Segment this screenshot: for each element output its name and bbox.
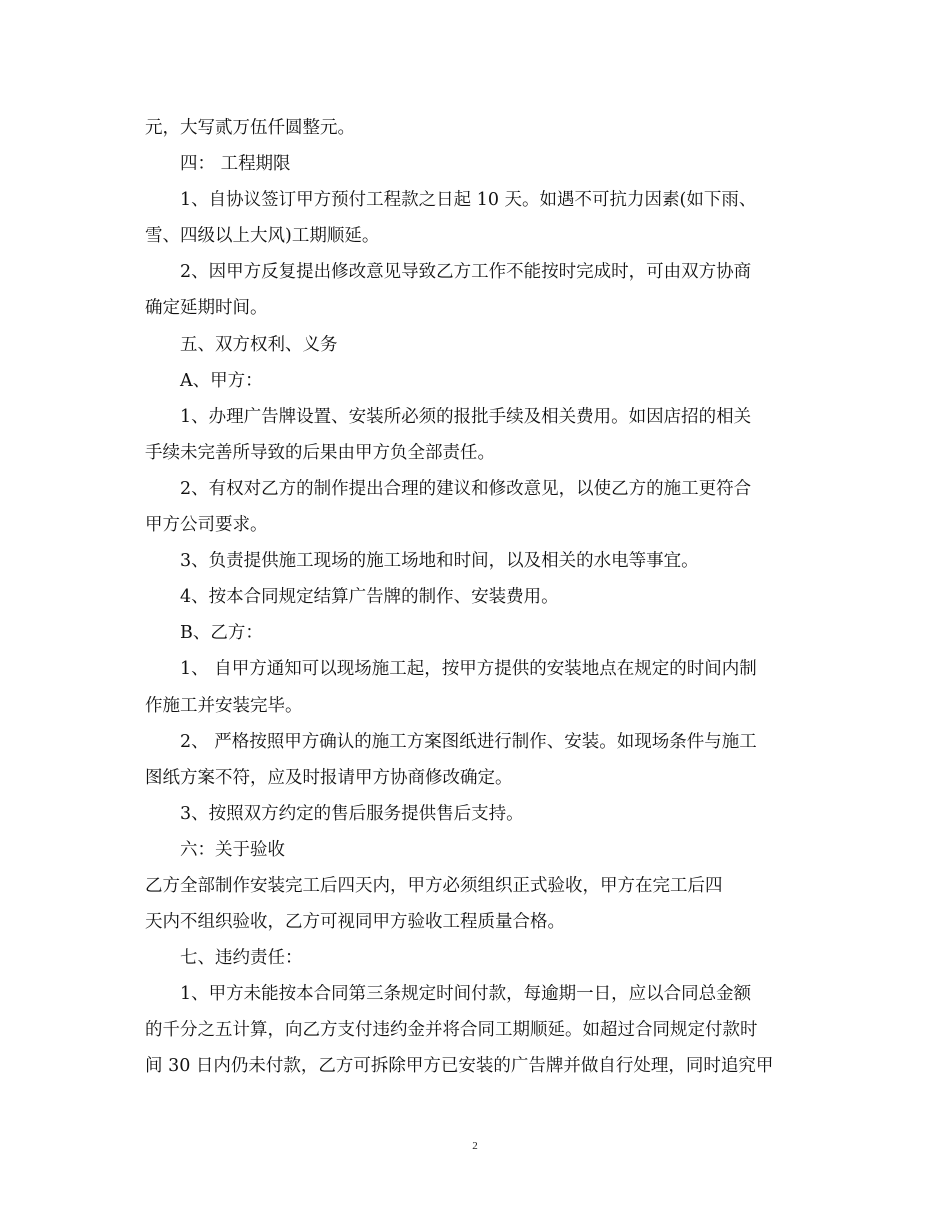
text-line: 的千分之五计算，向乙方支付违约金并将合同工期顺延。如超过合同规定付款时	[145, 1020, 758, 1041]
text-line: 1、 自甲方通知可以现场施工起，按甲方提供的安装地点在规定的时间内制	[180, 659, 757, 680]
text-line: 确定延期时间。	[145, 298, 268, 319]
text-line: 手续未完善所导致的后果由甲方负全部责任。	[145, 442, 495, 463]
text-line: 3、负责提供施工现场的施工场地和时间，以及相关的水电等事宜。	[180, 551, 699, 572]
text-line: 间 30 日内仍未付款，乙方可拆除甲方已安装的广告牌并做自行处理，同时追究甲	[145, 1056, 774, 1077]
subheading-party-a: A、甲方：	[180, 370, 263, 391]
section-heading-duration: 四： 工程期限	[180, 154, 291, 175]
section-heading-liability: 七、违约责任：	[180, 948, 303, 969]
text-line: 4、按本合同规定结算广告牌的制作、安装费用。	[180, 587, 559, 608]
text-line: 乙方全部制作安装完工后四天内，甲方必须组织正式验收，甲方在完工后四	[145, 875, 723, 896]
page-number: 2	[472, 1140, 478, 1152]
text-line: 作施工并安装完毕。	[145, 695, 303, 716]
text-line: 天内不组织验收，乙方可视同甲方验收工程质量合格。	[145, 912, 565, 933]
text-line: 1、甲方未能按本合同第三条规定时间付款，每逾期一日，应以合同总金额	[180, 984, 752, 1005]
text-line: 1、自协议签订甲方预付工程款之日起 10 天。如遇不可抗力因素(如下雨、	[180, 190, 757, 211]
text-line: 雪、四级以上大风)工期顺延。	[145, 226, 380, 247]
text-line: 元，大写贰万伍仟圆整元。	[145, 118, 355, 138]
text-line: 图纸方案不符，应及时报请甲方协商修改确定。	[145, 767, 513, 788]
contract-body	[145, 110, 805, 1085]
text-line: 2、 严格按照甲方确认的施工方案图纸进行制作、安装。如现场条件与施工	[180, 731, 757, 752]
text-line: 甲方公司要求。	[145, 515, 268, 536]
text-line: 2、有权对乙方的制作提出合理的建议和修改意见，以使乙方的施工更符合	[180, 478, 752, 499]
section-heading-acceptance: 六：关于验收	[180, 839, 285, 860]
text-line: 2、因甲方反复提出修改意见导致乙方工作不能按时完成时，可由双方协商	[180, 262, 752, 283]
text-line: 3、按照双方约定的售后服务提供售后支持。	[180, 803, 524, 824]
subheading-party-b: B、乙方：	[180, 623, 263, 644]
text-line: 1、办理广告牌设置、安装所必须的报批手续及相关费用。如因店招的相关	[180, 406, 752, 427]
section-heading-rights: 五、双方权利、义务	[180, 334, 338, 355]
